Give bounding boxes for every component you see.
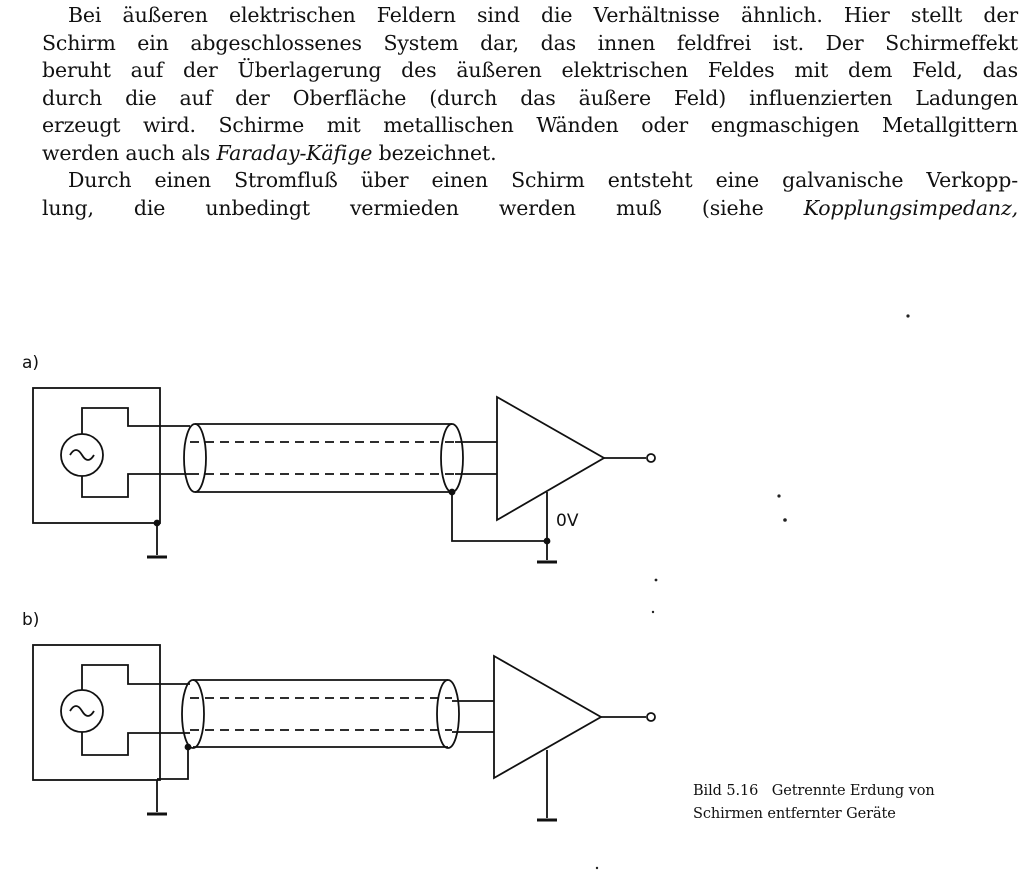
zero-volt-label: 0V xyxy=(556,511,579,531)
circuit-a xyxy=(33,388,655,562)
coax-inner-a xyxy=(190,442,455,474)
text-line-7: Durch einen Stromfluß über einen Schirm entsteht eine galvanische Verkopp- xyxy=(68,168,1018,192)
text-line-6 xyxy=(42,140,1018,168)
coax-shield-b xyxy=(193,680,448,747)
output-terminal-b xyxy=(647,713,655,721)
node-shield-b xyxy=(186,745,191,750)
faraday-term: Faraday-Käfige xyxy=(216,140,373,165)
shield-ground-wire-a xyxy=(452,492,547,560)
circuit-b xyxy=(33,645,655,820)
figure-caption xyxy=(693,780,935,826)
text-line-1: Bei äußeren elektrischen Feldern sind die Verhältnisse ähnlich. Hier stellt der xyxy=(68,3,1018,27)
coax-end-right-a xyxy=(441,424,463,492)
figure-label-a: a) xyxy=(22,353,40,373)
text-line-2: Schirm ein abgeschlossenes System dar, das innen feldfrei ist. Der Schirmeffekt xyxy=(42,30,1018,55)
text-line-6-suffix: bezeichnet. xyxy=(372,140,497,165)
node-shield-a xyxy=(450,490,455,495)
shield-ground-wire-b xyxy=(157,747,188,779)
output-terminal-a xyxy=(647,454,655,462)
coax-shield-a xyxy=(195,424,452,492)
node-amp-a xyxy=(545,539,550,544)
caption-line-1: Bild 5.16 Getrennte Erdung von xyxy=(693,783,935,799)
text-line-6-prefix: werden auch als xyxy=(42,140,217,165)
text-line-3: beruht auf der Überlagerung des äußeren elektrischen Feldes mit dem Feld, das xyxy=(42,58,1018,82)
text-line-8-prefix: lung, die unbedingt vermieden werden muß (siehe xyxy=(42,195,804,220)
body-text xyxy=(42,2,1018,222)
figure-label-b: b) xyxy=(22,610,40,630)
coax-inner-b xyxy=(190,698,452,730)
text-line-4: durch die auf der Oberfläche (durch das äußere Feld) influenzierten Ladungen xyxy=(42,85,1018,110)
amplifier-a xyxy=(497,397,604,520)
amp-inputs-a xyxy=(455,442,497,474)
text-line-8 xyxy=(42,195,1018,223)
coax-end-left-a xyxy=(184,424,206,492)
coax-end-right-b xyxy=(437,680,459,748)
node-source-a xyxy=(155,521,160,526)
coax-end-left-b xyxy=(182,680,204,748)
text-line-5: erzeugt wird. Schirme mit metallischen Wänden oder engmaschigen Metallgittern xyxy=(42,113,1018,137)
kopplungsimpedanz-term: Kopplungsimpedanz, xyxy=(803,195,1018,220)
caption-line-2: Schirmen entfernter Geräte xyxy=(693,806,896,822)
